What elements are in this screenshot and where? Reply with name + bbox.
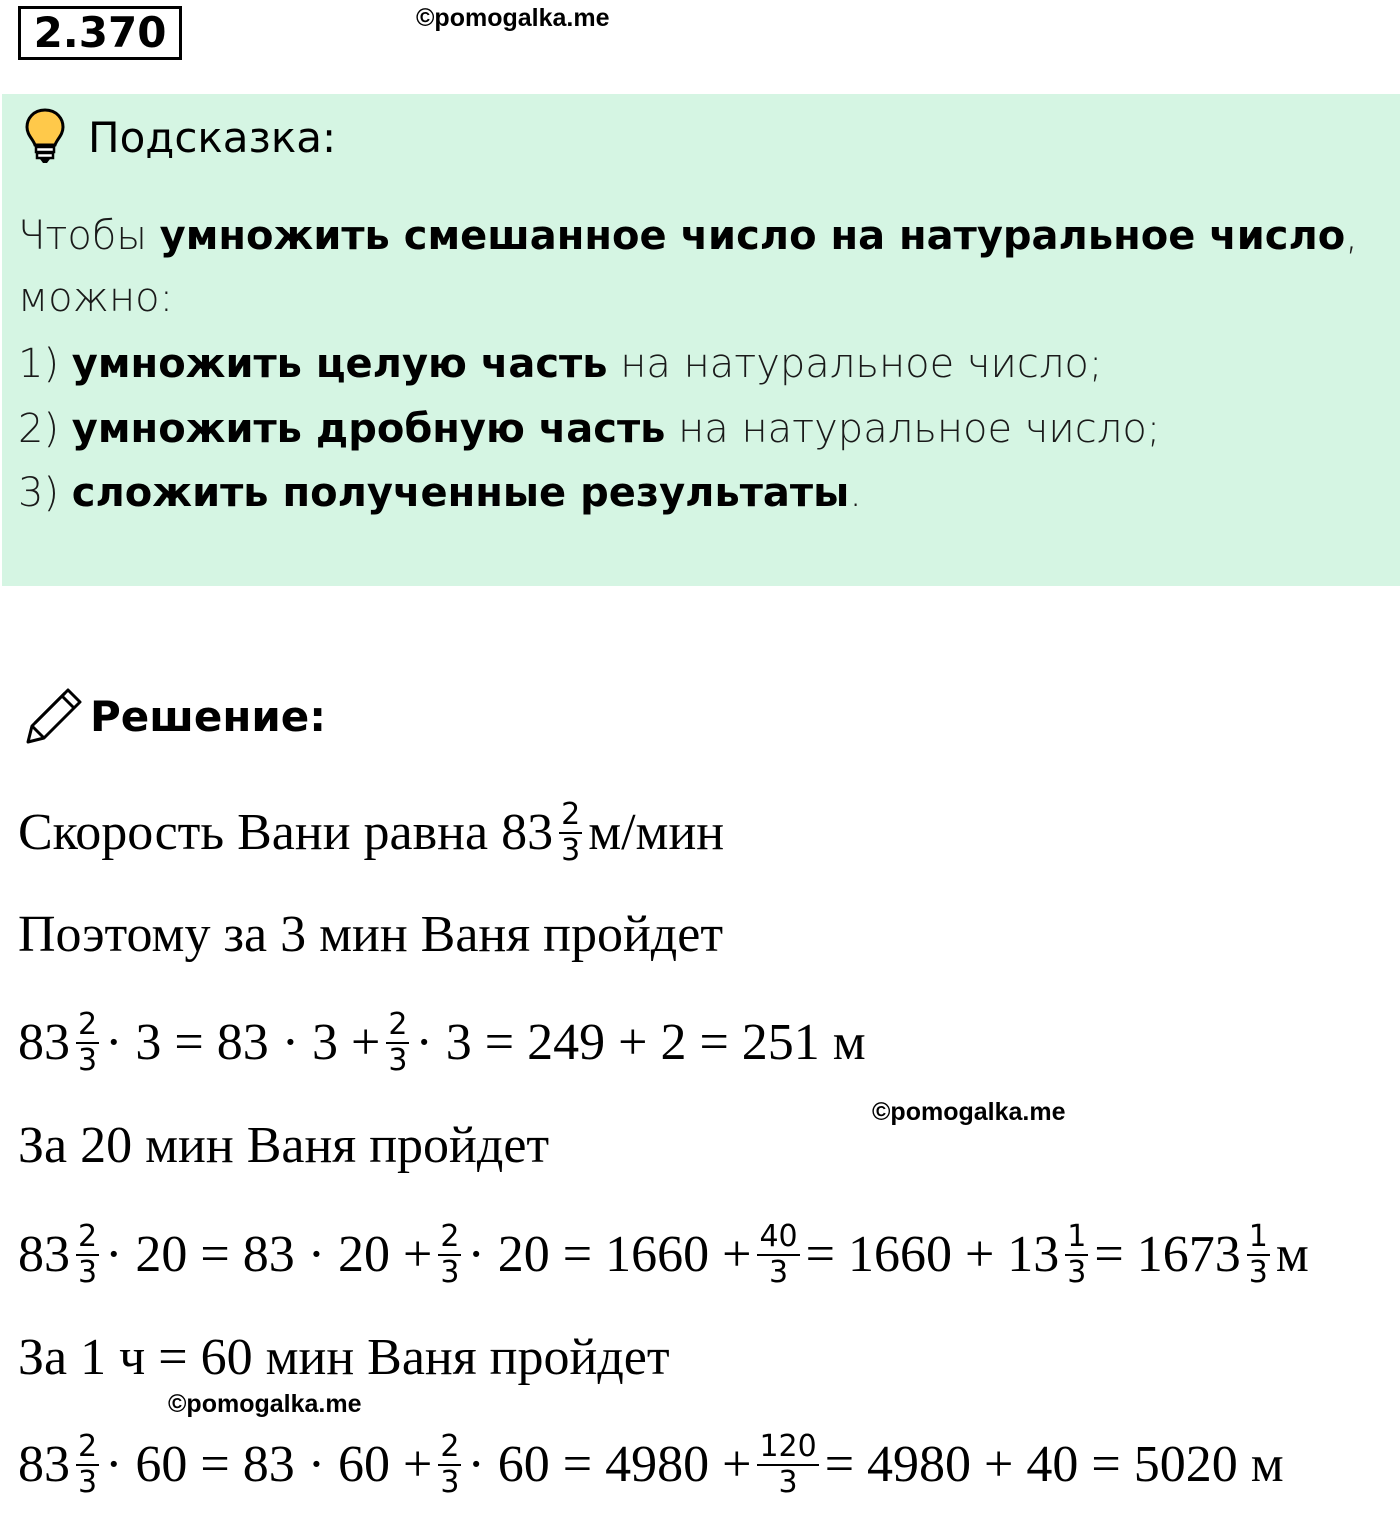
equation-3: 83 $\frac{2}{3}$ · 60 = 83 · 60 + $\frac{2}{3}$ · 60 = 4980 + $\frac{120}{3}$ = 4980 + 40 = 5020 м xyxy=(18,1429,1284,1500)
hint-step-1: 1) умножить целую часть на натуральное число; xyxy=(18,341,1103,387)
solution-title: Решение: xyxy=(90,692,327,741)
hint-step-3: 3) сложить полученные результаты. xyxy=(18,470,862,516)
solution-line-2: Поэтому за 3 мин Ваня пройдет xyxy=(18,906,724,963)
equation-1: 83 $\frac{2}{3}$ · 3 = 83 · 3 + $\frac{2}{3}$ · 3 = 249 + 2 = 251 м xyxy=(18,1007,866,1078)
fraction: $\frac{2}{3}$ xyxy=(561,797,581,868)
hint-intro-line2: можно: xyxy=(18,275,174,321)
solution-line-4: За 1 ч = 60 мин Ваня пройдет xyxy=(18,1329,670,1386)
equation-2: 83 $\frac{2}{3}$ · 20 = 83 · 20 + $\frac{2}{3}$ · 20 = 1660 + $\frac{40}{3}$ = 1660 + 13 $\frac{1}{3}$ = 1673 $\frac{1}{3}$ м xyxy=(18,1219,1309,1290)
problem-number: 2.370 xyxy=(18,6,182,60)
lightbulb-icon xyxy=(22,106,68,164)
hint-intro: Чтобы умножить смешанное число на натуральное число, xyxy=(18,213,1359,259)
solution-line-1: Скорость Вани равна 83 $\frac{2}{3}$ м/мин xyxy=(18,797,725,868)
watermark: ©pomogalka.me xyxy=(168,1390,362,1418)
watermark: ©pomogalka.me xyxy=(416,4,610,32)
hint-step-2: 2) умножить дробную часть на натуральное число; xyxy=(18,406,1161,452)
solution-line-3: За 20 мин Ваня пройдет xyxy=(18,1117,550,1174)
watermark: ©pomogalka.me xyxy=(872,1098,1066,1126)
hint-title: Подсказка: xyxy=(88,113,337,162)
pencil-icon xyxy=(22,686,84,748)
